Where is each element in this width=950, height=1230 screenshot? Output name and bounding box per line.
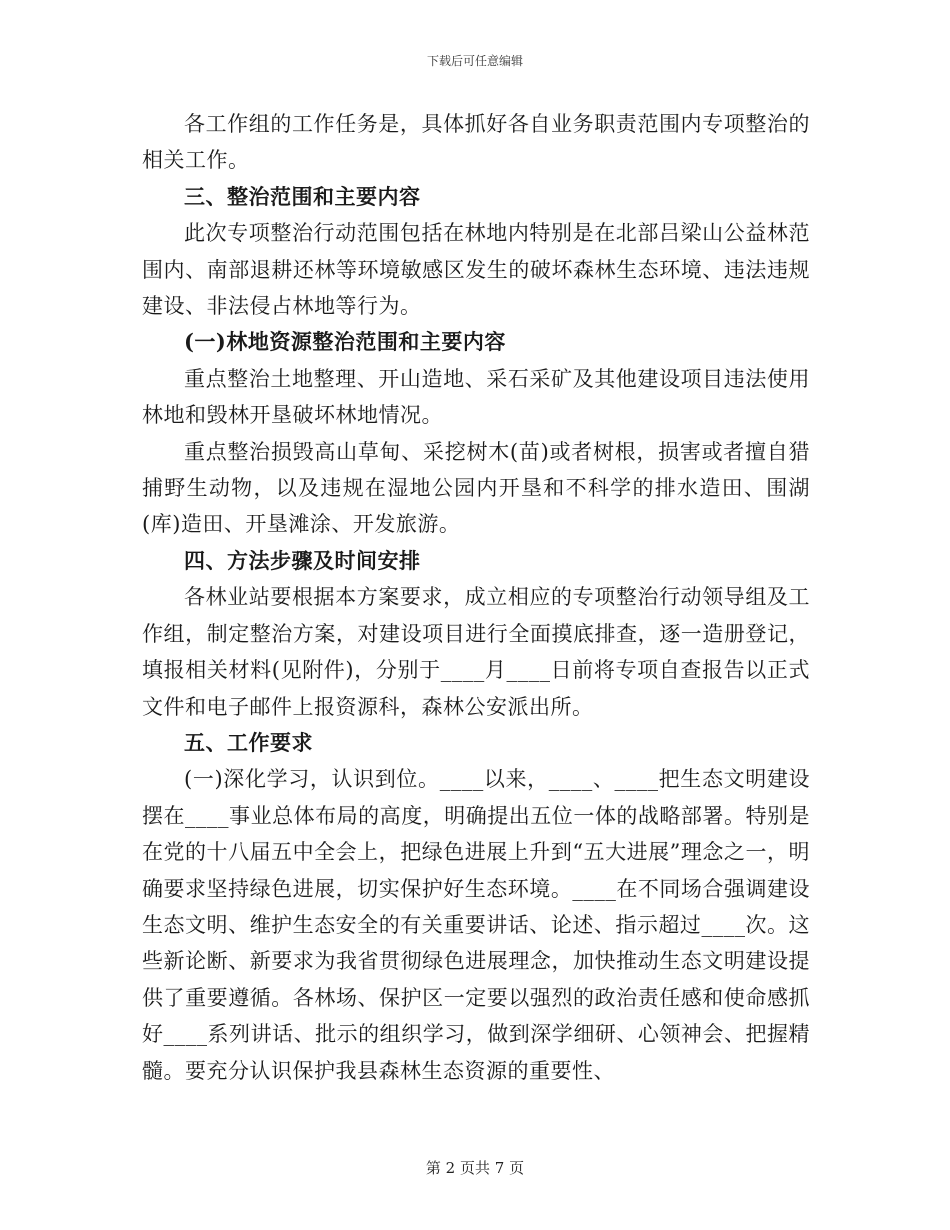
- paragraph: 各林业站要根据本方案要求，成立相应的专项整治行动领导组及工作组，制定整治方案，对建设项目进行全面摸底排查，逐一造册登记，填报相关材料(见附件)，分别于____月____日前将专项自查报告以正式文件和电子邮件上报资源科，森林公安派出所。: [142, 585, 810, 719]
- subsection-heading: (一)林地资源整治范围和主要内容: [184, 329, 506, 355]
- section-heading: 五、工作要求: [184, 729, 313, 755]
- paragraph: 各工作组的工作任务是，具体抓好各自业务职责范围内专项整治的相关工作。: [142, 112, 810, 173]
- paragraph: 重点整治损毁高山草甸、采挖树木(苗)或者树根，损害或者擅自猎捕野生动物，以及违规在湿地公园内开垦和不科学的排水造田、围湖(库)造田、开垦滩涂、开发旅游。: [142, 439, 810, 537]
- page-header: 下载后可任意编辑: [426, 54, 523, 68]
- section-heading: 四、方法步骤及时间安排: [184, 547, 421, 573]
- paragraph: 此次专项整治行动范围包括在林地内特别是在北部吕梁山公益林范围内、南部退耕还林等环境敏感区发生的破坏森林生态环境、违法违规建设、非法侵占林地等行为。: [142, 221, 810, 319]
- paragraph: 重点整治土地整理、开山造地、采石采矿及其他建设项目违法使用林地和毁林开垦破坏林地情况。: [142, 366, 810, 428]
- paragraph: (一)深化学习，认识到位。____以来，____、____把生态文明建设摆在____事业总体布局的高度，明确提出五位一体的战略部署。特别是在党的十八届五中全会上，把绿色进展上升到“五大进展”理念之一，明确要求坚持绿色进展，切实保护好生态环境。____在不同场合强调建设生态文明、维护生态安全的有关重要讲话、论述、指示超过____次。这些新论断、新要求为我省贯彻绿色进展理念，加快推动生态文明建设提供了重要遵循。各林场、保护区一定要以强烈的政治责任感和使命感抓好____系列讲话、批示的组织学习，做到深学细研、心领神会、把握精髓。要充分认识保护我县森林生态资源的重要性、: [142, 767, 810, 1083]
- document-body: [142, 106, 810, 1089]
- page-footer: 第 2 页共 7 页: [425, 1159, 525, 1177]
- section-heading: 三、整治范围和主要内容: [184, 183, 421, 209]
